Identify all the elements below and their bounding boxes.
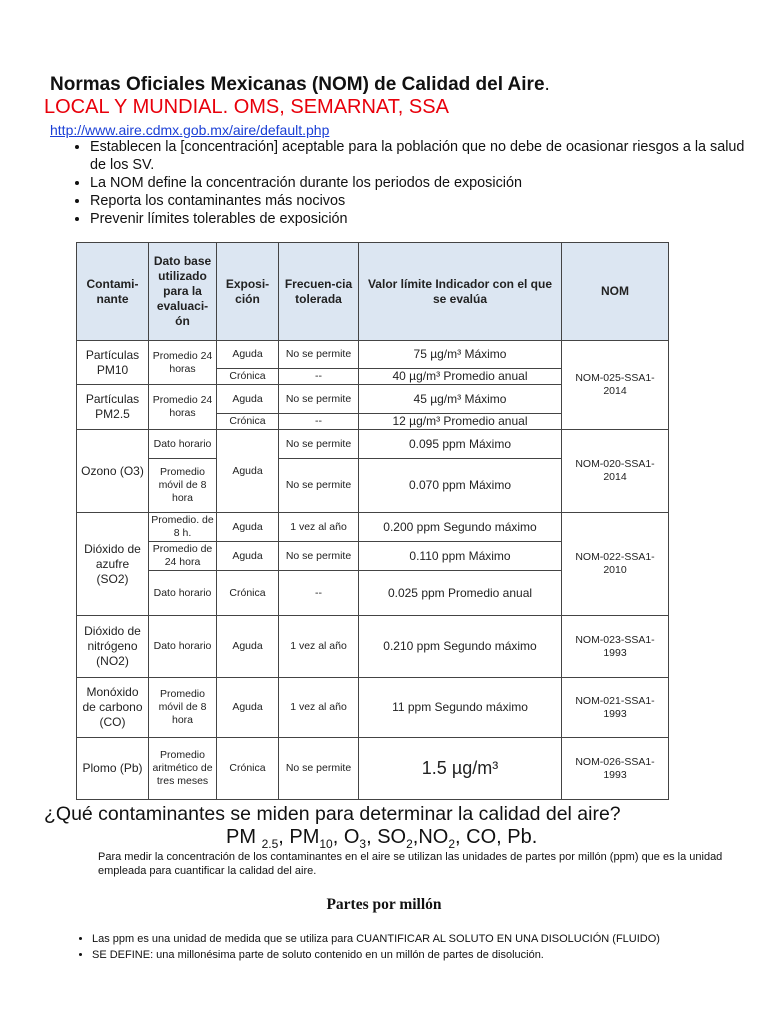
table-row xyxy=(77,678,669,738)
exposicion-cell: Crónica xyxy=(217,571,279,616)
valor-cell: 11 ppm Segundo máximo xyxy=(359,678,562,738)
contaminant-pb: Plomo (Pb) xyxy=(77,738,149,800)
formula-pm: PM xyxy=(226,826,262,848)
header-frecuencia: Frecuen-cia tolerada xyxy=(279,243,359,341)
dato-cell: Dato horario xyxy=(149,430,217,459)
dato-cell: Promedio móvil de 8 hora xyxy=(149,459,217,513)
nom-cell: NOM-025-SSA1-2014 xyxy=(562,341,669,430)
source-link[interactable]: http://www.aire.cdmx.gob.mx/aire/default.php xyxy=(50,122,330,138)
table-row xyxy=(77,616,669,678)
header-nom: NOM xyxy=(562,243,669,341)
frecuencia-cell: -- xyxy=(279,571,359,616)
formula-sub: 3 xyxy=(359,837,367,851)
header-contaminante: Contami-nante xyxy=(77,243,149,341)
frecuencia-cell: No se permite xyxy=(279,459,359,513)
valor-cell: 0.095 ppm Máximo xyxy=(359,430,562,459)
header-dato-base: Dato base utilizado para la evaluaci-ón xyxy=(149,243,217,341)
ppm-bullet-list xyxy=(72,932,752,964)
valor-cell: 0.070 ppm Máximo xyxy=(359,459,562,513)
exposicion-cell: Aguda xyxy=(217,678,279,738)
contaminant-pm25: Partículas PM2.5 xyxy=(77,385,149,430)
valor-cell: 45 µg/m³ Máximo xyxy=(359,385,562,414)
intro-bullet-list xyxy=(68,138,760,228)
section-heading: Partes por millón xyxy=(326,896,442,913)
valor-cell: 0.210 ppm Segundo máximo xyxy=(359,616,562,678)
formula-sub: 2 xyxy=(448,837,456,851)
valor-cell: 75 µg/m³ Máximo xyxy=(359,341,562,369)
header-exposicion: Exposi-ción xyxy=(217,243,279,341)
nom-cell: NOM-023-SSA1-1993 xyxy=(562,616,669,678)
formula-pm10: , PM xyxy=(278,826,320,848)
list-item: • Prevenir límites tolerables de exposición xyxy=(90,210,760,228)
dato-cell: Promedio. de 8 h. xyxy=(149,513,217,542)
exposicion-cell: Crónica xyxy=(217,414,279,430)
list-item: • Reporta los contaminantes más nocivos xyxy=(90,192,760,210)
table-header-row xyxy=(77,243,669,341)
frecuencia-cell: -- xyxy=(279,414,359,430)
valor-cell: 0.110 ppm Máximo xyxy=(359,542,562,571)
nom-cell: NOM-021-SSA1-1993 xyxy=(562,678,669,738)
formula-sub: 2 xyxy=(406,837,413,851)
exposicion-cell: Crónica xyxy=(217,738,279,800)
frecuencia-cell: -- xyxy=(279,369,359,385)
valor-cell: 1.5 µg/m³ xyxy=(359,738,562,800)
nom-cell: NOM-022-SSA1-2010 xyxy=(562,513,669,616)
contaminant-pm10: Partículas PM10 xyxy=(77,341,149,385)
nom-cell: NOM-026-SSA1-1993 xyxy=(562,738,669,800)
formula-sub: 2.5 xyxy=(261,837,279,851)
list-item: • SE DEFINE: una millonésima parte de soluto contenido en un millón de partes de disolución. xyxy=(92,948,752,962)
valor-cell: 0.200 ppm Segundo máximo xyxy=(359,513,562,542)
nom-cell: NOM-020-SSA1-2014 xyxy=(562,430,669,513)
frecuencia-cell: No se permite xyxy=(279,430,359,459)
table-row xyxy=(77,738,669,800)
valor-cell: 0.025 ppm Promedio anual xyxy=(359,571,562,616)
frecuencia-cell: 1 vez al año xyxy=(279,513,359,542)
formula-sub: 10 xyxy=(319,837,333,851)
list-item: • La NOM define la concentración durante los periodos de exposición xyxy=(90,174,760,192)
dato-cell: Promedio 24 horas xyxy=(149,341,217,385)
title-dot: . xyxy=(544,74,550,95)
dato-cell: Dato horario xyxy=(149,616,217,678)
frecuencia-cell: No se permite xyxy=(279,542,359,571)
pollutant-formula xyxy=(226,826,537,851)
frecuencia-cell: 1 vez al año xyxy=(279,678,359,738)
exposicion-cell: Aguda xyxy=(217,385,279,414)
frecuencia-cell: No se permite xyxy=(279,385,359,414)
contaminant-ozono: Ozono (O3) xyxy=(77,430,149,513)
frecuencia-cell: No se permite xyxy=(279,738,359,800)
formula-no2: ,NO xyxy=(412,826,449,848)
dato-cell: Dato horario xyxy=(149,571,217,616)
ppm-paragraph: Para medir la concentración de los contaminantes en el aire se utilizan las unidades de partes por millón (ppm) que es la unidad empleada para cuantificar la calidad del aire. xyxy=(98,851,723,877)
contaminant-no2: Dióxido de nitrógeno (NO2) xyxy=(77,616,149,678)
contaminant-so2: Dióxido de azufre (SO2) xyxy=(77,513,149,616)
page-title-text: Normas Oficiales Mexicanas (NOM) de Calidad del Aire xyxy=(50,74,545,95)
exposicion-cell: Aguda xyxy=(217,542,279,571)
nom-table xyxy=(76,242,669,800)
list-item: • Las ppm es una unidad de medida que se utiliza para CUANTIFICAR AL SOLUTO EN UNA DISOLUCIÓN (FLUIDO) xyxy=(92,932,752,946)
valor-cell: 12 µg/m³ Promedio anual xyxy=(359,414,562,430)
question-heading: ¿Qué contaminantes se miden para determinar la calidad del aire? xyxy=(44,803,621,825)
exposicion-cell: Crónica xyxy=(217,369,279,385)
exposicion-cell: Aguda xyxy=(217,616,279,678)
list-item: • Establecen la [concentración] aceptable para la población que no debe de ocasionar riesgos a la salud de los SV. xyxy=(90,138,760,174)
formula-tail: , CO, Pb. xyxy=(455,826,538,848)
table-row xyxy=(77,513,669,542)
formula-so2: , SO xyxy=(366,826,407,848)
page-title xyxy=(50,74,550,96)
exposicion-cell: Aguda xyxy=(217,341,279,369)
table-row xyxy=(77,341,669,369)
header-valor-limite: Valor límite Indicador con el que se evalúa xyxy=(359,243,562,341)
table-row xyxy=(77,430,669,459)
frecuencia-cell: 1 vez al año xyxy=(279,616,359,678)
exposicion-cell: Aguda xyxy=(217,430,279,513)
dato-cell: Promedio aritmético de tres meses xyxy=(149,738,217,800)
frecuencia-cell: No se permite xyxy=(279,341,359,369)
formula-o3: , O xyxy=(332,826,360,848)
dato-cell: Promedio 24 horas xyxy=(149,385,217,430)
page-subtitle: LOCAL Y MUNDIAL. OMS, SEMARNAT, SSA xyxy=(44,96,449,118)
exposicion-cell: Aguda xyxy=(217,513,279,542)
dato-cell: Promedio móvil de 8 hora xyxy=(149,678,217,738)
valor-cell: 40 µg/m³ Promedio anual xyxy=(359,369,562,385)
contaminant-co: Monóxido de carbono (CO) xyxy=(77,678,149,738)
dato-cell: Promedio de 24 hora xyxy=(149,542,217,571)
